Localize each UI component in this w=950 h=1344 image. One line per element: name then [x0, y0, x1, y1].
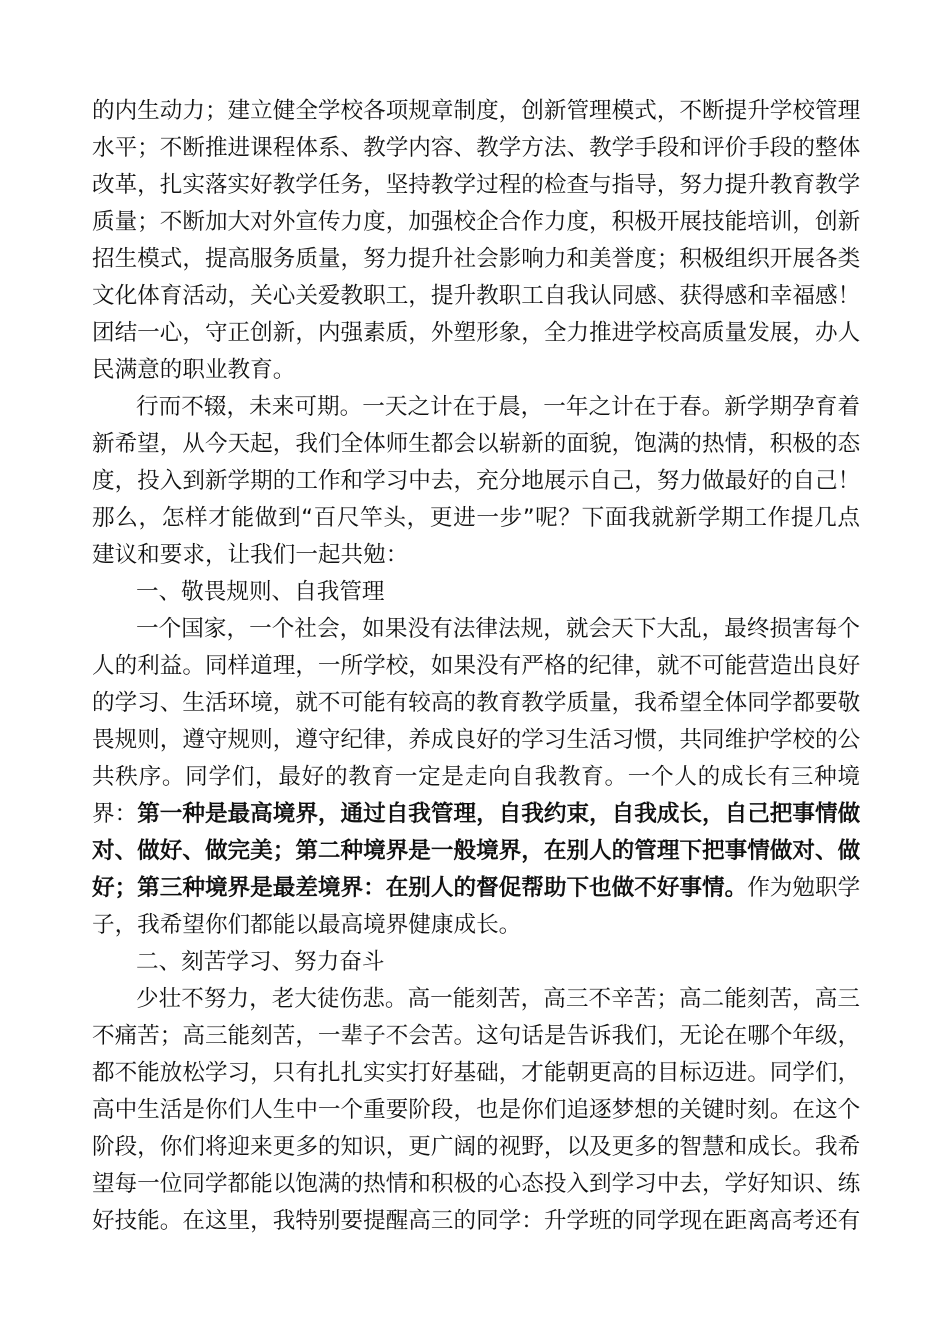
- text-line: 新希望，从今天起，我们全体师生都会以崭新的面貌，饱满的热情，积极的态: [92, 431, 860, 457]
- text-line: [92, 796, 860, 833]
- text-span: 界：: [92, 801, 138, 827]
- text-line: 人的利益。同样道理，一所学校，如果没有严格的纪律，就不可能营造出良好: [92, 653, 860, 679]
- text-line: 质量；不断加大对外宣传力度，加强校企合作力度，积极开展技能培训，创新: [92, 209, 860, 235]
- text-line: 那么，怎样才能做到“百尺竿头，更进一步”呢？下面我就新学期工作提几点: [92, 505, 860, 531]
- text-line: [92, 833, 860, 870]
- text-line: 招生模式，提高服务质量，努力提升社会影响力和美誉度；积极组织开展各类: [92, 246, 860, 272]
- text-line: 建议和要求，让我们一起共勉：: [92, 542, 409, 568]
- text-line: 少壮不努力，老大徒伤悲。高一能刻苦，高三不辛苦；高二能刻苦，高三: [136, 986, 860, 1012]
- section-heading: 二、刻苦学习、努力奋斗: [136, 949, 385, 975]
- text-line: 改革，扎实落实好教学任务，坚持教学过程的检查与指导，努力提升教育教学: [92, 172, 860, 198]
- text-line: 高中生活是你们人生中一个重要阶段，也是你们追逐梦想的关键时刻。在这个: [92, 1097, 860, 1123]
- text-line: 望每一位同学都能以饱满的热情和积极的心态投入到学习中去，学好知识、练: [92, 1171, 860, 1197]
- text-line: 团结一心，守正创新，内强素质，外塑形象，全力推进学校高质量发展，办人: [92, 320, 860, 346]
- text-line: 的内生动力；建立健全学校各项规章制度，创新管理模式，不断提升学校管理: [92, 98, 860, 124]
- text-line: 不痛苦；高三能刻苦，一辈子不会苦。这句话是告诉我们，无论在哪个年级，: [92, 1023, 860, 1049]
- text-span: 作为勉职学: [747, 875, 860, 901]
- text-line: 的学习、生活环境，就不可能有较高的教育教学质量，我希望全体同学都要敬: [92, 690, 860, 716]
- bold-text: 第一种是最高境界，通过自我管理，自我约束，自我成长，自己把事情做: [137, 801, 860, 827]
- text-line: 共秩序。同学们，最好的教育一定是走向自我教育。一个人的成长有三种境: [92, 764, 860, 790]
- text-line: 一个国家，一个社会，如果没有法律法规，就会天下大乱，最终损害每个: [136, 616, 860, 642]
- bold-text: 好；第三种境界是最差境界：在别人的督促帮助下也做不好事情。: [92, 875, 748, 901]
- bold-text: 对、做好、做完美；第二种境界是一般境界，在别人的管理下把事情做对、做: [92, 838, 860, 864]
- text-line: 度，投入到新学期的工作和学习中去，充分地展示自己，努力做最好的自己！: [92, 468, 860, 494]
- text-line: 好技能。在这里，我特别要提醒高三的同学：升学班的同学现在距离高考还有: [92, 1208, 860, 1234]
- text-line: 水平；不断推进课程体系、教学内容、教学方法、教学手段和评价手段的整体: [92, 135, 860, 161]
- text-line: 畏规则，遵守规则，遵守纪律，养成良好的学习生活习惯，共同维护学校的公: [92, 727, 860, 753]
- text-line: 民满意的职业教育。: [92, 357, 296, 383]
- text-line: 都不能放松学习，只有扎扎实实打好基础，才能朝更高的目标迈进。同学们，: [92, 1060, 860, 1086]
- text-line: 文化体育活动，关心关爱教职工，提升教职工自我认同感、获得感和幸福感！: [92, 283, 860, 309]
- text-line: 行而不辍，未来可期。一天之计在于晨，一年之计在于春。新学期孕育着: [136, 394, 860, 420]
- text-line: [92, 870, 860, 907]
- section-heading: 一、敬畏规则、自我管理: [136, 579, 385, 605]
- text-line: 阶段，你们将迎来更多的知识，更广阔的视野，以及更多的智慧和成长。我希: [92, 1134, 860, 1160]
- text-line: 子，我希望你们都能以最高境界健康成长。: [92, 912, 522, 938]
